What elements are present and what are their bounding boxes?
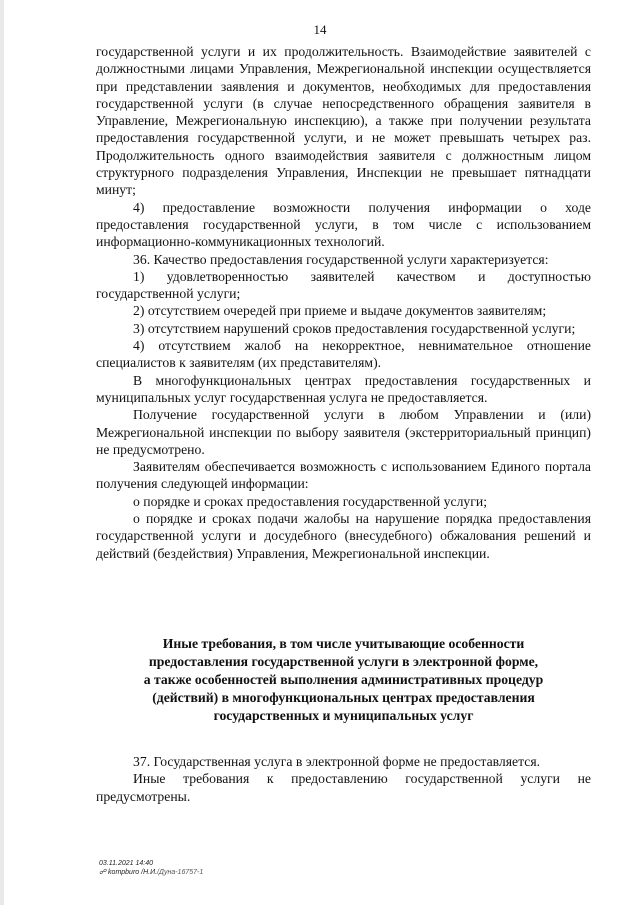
section-heading: [96, 635, 591, 725]
heading-line: государственных и муниципальных услуг: [213, 708, 474, 723]
paragraph: Заявителям обеспечивается возможность с использованием Единого портала получения следующей информации:: [96, 459, 591, 492]
paragraph: 37. Государственная услуга в электронной форме не предоставляется.: [133, 754, 541, 769]
heading-line: (действий) в многофункциональных центрах предоставления: [152, 690, 535, 705]
paragraph: о порядке и сроках подачи жалобы на нарушение порядка предоставления государственной услуги и досудебного (внесудебного) обжалования решений и действий (бездействия) Управления, Межрегиональной инспекции.: [96, 511, 591, 561]
footer-author-line: [99, 868, 203, 877]
footer-date: 03.11.2021 14:40: [99, 860, 153, 867]
paragraph: государственной услуги и их продолжительность. Взаимодействие заявителей с должностными лицами Управления, Межрегиональной инспекции осуществляется при представлении заявления и документов, необходимых для предоставления государственной услуги (в случае непосредственного обращения заявителя в Управление, Межрегиональную инспекцию), а также при получении результата предоставления государственной услуги, и не может превышать четырех раз. Продолжительность одного взаимодействия заявителя с должностным лицом структурного подразделения Управления, Инспекции не превышает пятнадцати минут;: [96, 44, 591, 198]
paragraph: 4) предоставление возможности получения информации о ходе предоставления государственной услуги, в том числе с использованием информационно-коммуникационных технологий.: [96, 199, 591, 250]
paragraph: Получение государственной услуги в любом Управлении и (или) Межрегиональной инспекции по выбору заявителя (экстерриториальный принцип) не предусмотрено.: [96, 407, 591, 457]
page-number: 14: [313, 22, 327, 37]
body-text-2: [96, 753, 591, 805]
footer-mark: /Дуна-16757-1: [157, 869, 204, 876]
paragraph: В многофункциональных центрах предоставления государственных и муниципальных услуг государственная услуга не предоставляется.: [96, 372, 591, 405]
heading-line: Иные требования, в том числе учитывающие особенности: [162, 636, 525, 651]
paragraph: 36. Качество предоставления государственной услуги характеризуется:: [133, 251, 549, 267]
footer: [99, 859, 203, 877]
paragraph: 3) отсутствием нарушений сроков предоставления государственной услуги;: [133, 320, 576, 336]
author-icon: ☍: [99, 869, 107, 876]
paragraph: о порядке и сроках предоставления государственной услуги;: [133, 493, 488, 509]
footer-author: kompburo /Н.И.: [108, 869, 158, 876]
heading-line: предоставления государственной услуги в электронной форме,: [148, 654, 539, 669]
paragraph: 4) отсутствием жалоб на некорректное, невнимательное отношение специалистов к заявителям (их представителям).: [96, 338, 591, 371]
scan-edge: [0, 0, 4, 905]
body-text: [96, 43, 591, 562]
paragraph: 2) отсутствием очередей при приеме и выдаче документов заявителям;: [133, 303, 547, 319]
paragraph: 1) удовлетворенностью заявителей качеством и доступностью государственной услуги;: [96, 268, 591, 302]
heading-line: а также особенностей выполнения административных процедур: [143, 672, 544, 687]
paragraph: Иные требования к предоставлению государственной услуги не предусмотрены.: [96, 771, 591, 804]
